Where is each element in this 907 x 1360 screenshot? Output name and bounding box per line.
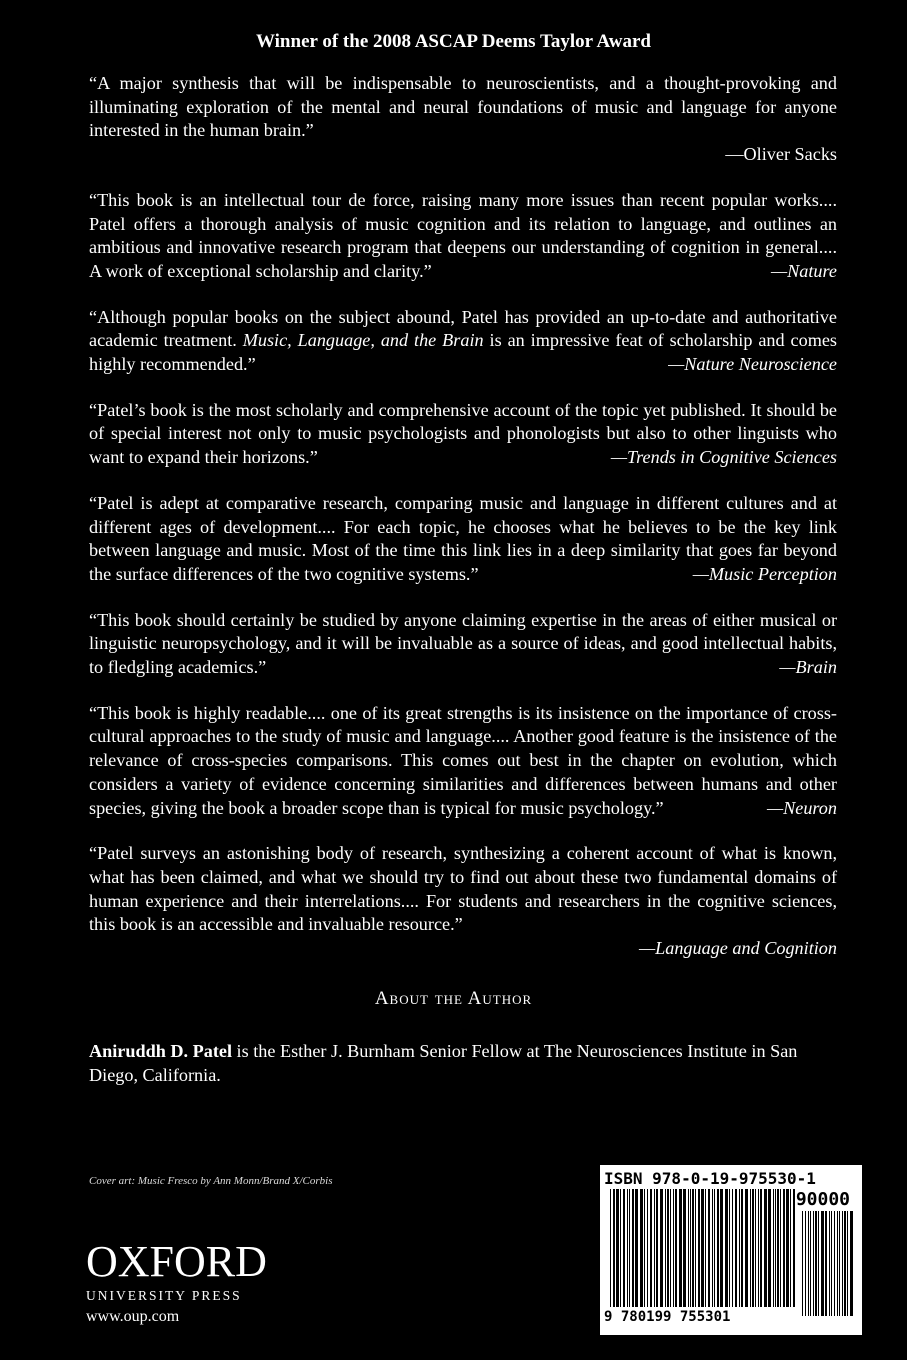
quote-source: —Nature Neuroscience <box>668 354 837 375</box>
barcode-bar <box>629 1189 630 1307</box>
isbn-number: ISBN 978-0-19-975530-1 <box>604 1169 816 1188</box>
quote-text: “Patel surveys an astonishing body of research, synthesizing a coherent account of what is known, what has been claimed, and what we should try to find out about these two fundamental domains of human experience and their interrelations.... For students and researchers in the cognitive sciences, this book is an accessible and invaluable resource.” <box>89 843 837 935</box>
quote-text-after: is an impressive feat of scholarship and comes highly recommended.” <box>89 330 837 375</box>
barcode-bar <box>834 1211 835 1316</box>
barcode-bar <box>739 1189 740 1307</box>
price-bars <box>800 1211 856 1316</box>
barcode-bar <box>647 1189 648 1307</box>
barcode-bar <box>720 1189 723 1307</box>
barcode-bar <box>698 1189 700 1307</box>
barcode-bar <box>632 1189 634 1307</box>
barcode-bar <box>821 1211 824 1316</box>
barcode-bar <box>650 1189 652 1307</box>
barcode <box>600 1165 862 1335</box>
oxford-wordmark: OXFORD <box>86 1237 267 1286</box>
quote-text: “This book is an intellectual tour de force, raising many more issues than recent popular works.... Patel offers a thorough analysis of music cognition and its relation to language, and outlines an ambitious and innovative research program that deepens our understanding of cognition in general.... A work of exceptional scholarship and clarity.” <box>89 189 837 281</box>
review-quote-neuron <box>89 702 837 821</box>
barcode-bar <box>839 1211 840 1316</box>
barcode-bar <box>768 1189 771 1307</box>
barcode-bar <box>786 1189 789 1307</box>
barcode-bar <box>729 1189 730 1307</box>
barcode-bar <box>695 1189 696 1307</box>
barcode-bar <box>777 1189 779 1307</box>
barcode-bar <box>780 1189 781 1307</box>
publisher-logo <box>86 1237 267 1326</box>
barcode-bar <box>755 1189 756 1307</box>
barcode-bar <box>805 1211 806 1316</box>
barcode-bar <box>667 1189 669 1307</box>
review-quote-nature-neuroscience <box>89 306 837 377</box>
barcode-bar <box>741 1189 743 1307</box>
quote-text-before: “Although popular books on the subject abound, Patel has provided an up-to-date and authoritative academic treatment. <box>89 306 837 351</box>
barcode-bar <box>850 1211 853 1316</box>
barcode-bar <box>815 1211 817 1316</box>
barcode-bar <box>610 1189 611 1307</box>
barcode-bar <box>842 1211 843 1316</box>
barcode-bar <box>813 1211 814 1316</box>
ean-number: 9 780199 755301 <box>604 1309 731 1325</box>
barcode-bar <box>758 1189 759 1307</box>
about-author-text <box>89 1040 837 1087</box>
review-quote-sacks <box>89 72 837 167</box>
quote-text: “Patel’s book is the most scholarly and comprehensive account of the topic yet published. It should be of special interest not only to music psychologists and phonologists but also to other linguists who want to expand their horizons.” <box>89 399 837 468</box>
award-line: Winner of the 2008 ASCAP Deems Taylor Award <box>256 31 651 52</box>
book-title: Music, Language, and the Brain <box>242 330 484 351</box>
barcode-bar <box>732 1189 733 1307</box>
barcode-bar <box>660 1189 663 1307</box>
barcode-bar <box>673 1189 674 1307</box>
review-quote-trends <box>89 399 837 470</box>
review-quotes <box>89 72 837 983</box>
ean-bars <box>608 1189 798 1316</box>
barcode-bar <box>844 1211 846 1316</box>
quote-text: “Patel is adept at comparative research, comparing music and language in different cultures and at different ages of development.... For each topic, he chooses what he believes to be the key link between language and music. Most of the time this link lies in a deep similarity that goes far beyond the surface differences of the two cognitive systems.” <box>89 492 837 584</box>
barcode-bar <box>831 1211 832 1316</box>
quote-text: “A major synthesis that will be indispensable to neuroscientists, and a thought-provoking and illuminating exploration of the mental and neural foundations of music and language for anyone interested in the human brain.” <box>89 73 837 141</box>
review-quote-music-perception <box>89 492 837 587</box>
barcode-bar <box>725 1189 728 1307</box>
review-quote-brain <box>89 609 837 680</box>
barcode-bar <box>708 1189 710 1307</box>
barcode-bar <box>745 1189 748 1307</box>
quote-source: —Trends in Cognitive Sciences <box>610 447 837 468</box>
barcode-bar <box>627 1189 628 1307</box>
quote-source: —Brain <box>779 657 837 678</box>
barcode-bar <box>692 1189 694 1307</box>
quote-source: —Oliver Sacks <box>725 144 837 165</box>
barcode-bar <box>613 1189 615 1307</box>
barcode-bar <box>688 1189 689 1307</box>
barcode-bar <box>773 1189 774 1307</box>
barcode-bar <box>750 1189 751 1307</box>
author-bio: is the Esther J. Burnham Senior Fellow at The Neurosciences Institute in San Diego, California. <box>89 1041 798 1085</box>
barcode-bar <box>714 1189 715 1307</box>
barcode-bar <box>810 1211 811 1316</box>
barcode-bar <box>640 1189 643 1307</box>
publisher-website: www.oup.com <box>86 1308 180 1325</box>
barcode-bar <box>829 1211 830 1316</box>
author-name: Aniruddh D. Patel <box>89 1041 232 1061</box>
barcode-bar <box>690 1189 691 1307</box>
barcode-bar <box>679 1189 682 1307</box>
barcode-bar <box>683 1189 686 1307</box>
barcode-bar <box>790 1189 791 1307</box>
barcode-bar <box>656 1189 658 1307</box>
barcode-bar <box>620 1189 621 1307</box>
review-quote-language-cognition <box>89 842 837 961</box>
barcode-bar <box>712 1189 713 1307</box>
barcode-bar <box>847 1211 848 1316</box>
barcode-bar <box>808 1211 809 1316</box>
review-quote-nature <box>89 189 837 284</box>
barcode-bar <box>616 1189 619 1307</box>
quote-source: —Music Perception <box>692 563 837 584</box>
barcode-bar <box>818 1211 819 1316</box>
barcode-bar <box>623 1189 625 1307</box>
barcode-bar <box>775 1189 776 1307</box>
quote-source: —Language and Cognition <box>638 938 837 959</box>
barcode-bar <box>764 1189 767 1307</box>
barcode-bar <box>705 1189 706 1307</box>
barcode-bar <box>701 1189 704 1307</box>
price-code: 90000 <box>795 1189 850 1210</box>
barcode-bar <box>635 1189 638 1307</box>
barcode-bar <box>793 1189 795 1307</box>
university-press-label: UNIVERSITY PRESS <box>86 1288 242 1303</box>
barcode-bar <box>675 1189 677 1307</box>
barcode-bar <box>752 1189 754 1307</box>
barcode-bar <box>735 1189 737 1307</box>
barcode-bar <box>837 1211 838 1316</box>
quote-text: “This book should certainly be studied by anyone claiming expertise in the areas of either musical or linguistic neuropsychology, and it will be invaluable as a source of ideas, and good intellectual habits, to fledgling academics.” <box>89 609 837 678</box>
quote-source: —Neuron <box>766 797 837 818</box>
about-author-heading: About the Author <box>374 988 533 1009</box>
barcode-bar <box>783 1189 785 1307</box>
barcode-bar <box>802 1211 803 1316</box>
quote-source: —Nature <box>770 260 837 281</box>
quote-text: “This book is highly readable.... one of its great strengths is its insistence on the importance of cross-cultural approaches to the study of music and language.... Another good feature is the insistence of the relevance of cross-species comparisons. This comes out best in the chapter on evolution, which considers a variety of evidence concerning similarities and differences between humans and other species, giving the book a broader scope than is typical for music psychology.” <box>89 702 837 818</box>
barcode-bar <box>825 1211 827 1316</box>
barcode-bar <box>644 1189 645 1307</box>
barcode-bar <box>717 1189 719 1307</box>
cover-art-credit: Cover art: Music Fresco by Ann Monn/Brand X/Corbis <box>89 1175 333 1187</box>
barcode-bar <box>665 1189 666 1307</box>
barcode-bar <box>670 1189 671 1307</box>
barcode-bar <box>654 1189 655 1307</box>
barcode-bar <box>760 1189 762 1307</box>
